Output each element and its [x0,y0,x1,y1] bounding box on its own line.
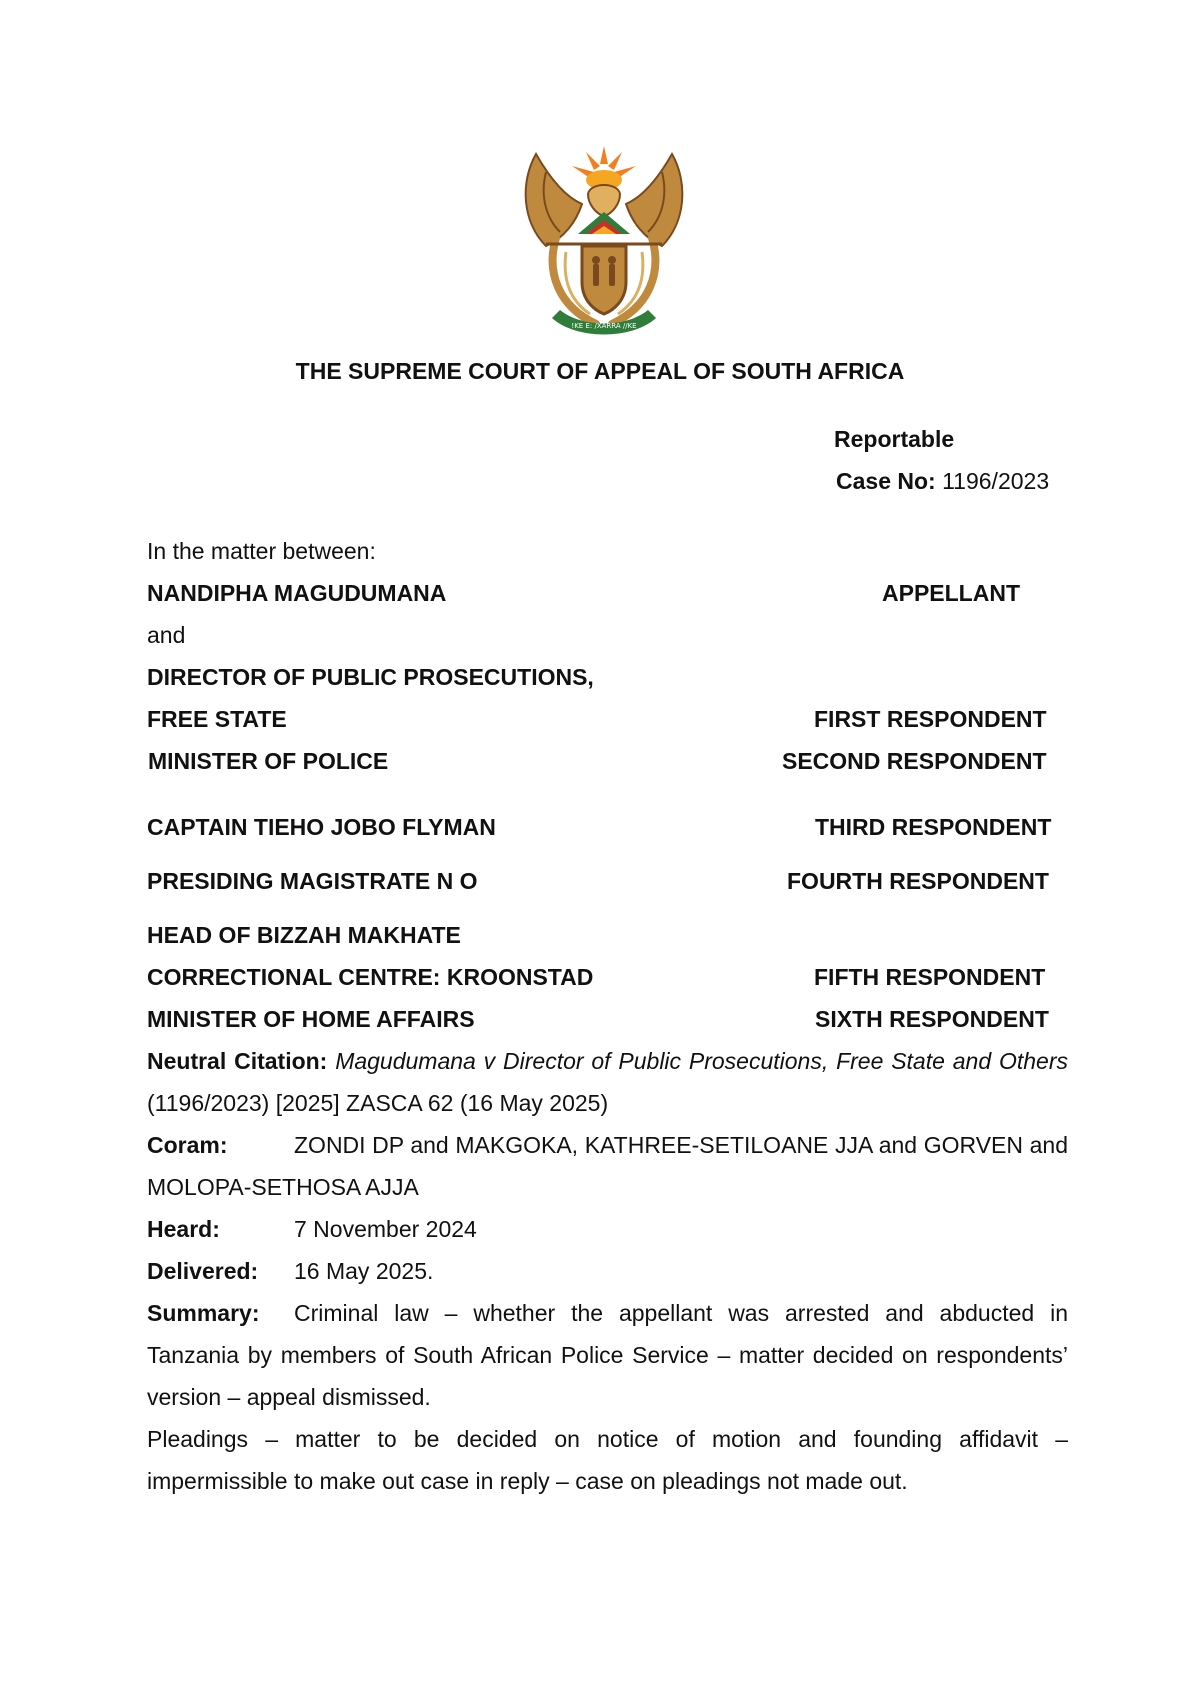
heard-label: Heard: [147,1216,220,1242]
respondent-4-role: FOURTH RESPONDENT [787,868,1049,894]
respondent-3-name: CAPTAIN TIEHO JOBO FLYMAN [147,814,496,840]
coram-judges: ZONDI DP and MAKGOKA, KATHREE-SETILOANE JJA and GORVEN [294,1132,1023,1158]
respondent-4-name: PRESIDING MAGISTRATE N O [147,868,478,894]
citation-case-name-cont: Others [998,1048,1069,1074]
neutral-citation [147,1040,1068,1124]
respondent-2-role: SECOND RESPONDENT [782,748,1047,774]
appellant-role: APPELLANT [882,580,1020,606]
respondent-1-name-line2: FREE STATE [147,706,287,732]
respondent-2-name: MINISTER OF POLICE [148,748,389,774]
rising-sun-icon [572,146,636,190]
left-wing-icon [526,154,582,246]
respondent-5-name-line1: HEAD OF BIZZAH MAKHATE [147,922,461,948]
protea-flower-icon [578,212,630,234]
motto-text: !KE E: /XARRA //KE [571,322,637,330]
heard-date: 7 November 2024 [294,1216,477,1242]
neutral-citation-label: Neutral Citation: [147,1048,328,1074]
reportable-label: Reportable [834,426,955,452]
coram-judges-cont: and MOLOPA-SETHOSA AJJA [147,1132,1068,1200]
summary [147,1292,1068,1418]
and-conjunction: and [147,622,186,648]
heard [147,1208,1068,1250]
court-title: THE SUPREME COURT OF APPEAL OF SOUTH AFRICA [295,358,905,384]
case-number [836,467,1049,495]
coat-of-arms-emblem [516,142,692,342]
delivered-label: Delivered: [147,1258,259,1284]
respondent-5-name-line2: CORRECTIONAL CENTRE: KROONSTAD [147,964,594,990]
right-wing-icon [626,154,682,246]
respondent-6-role: SIXTH RESPONDENT [815,1006,1049,1032]
respondent-1-name-line1: DIRECTOR OF PUBLIC PROSECUTIONS, [147,664,594,690]
summary-label: Summary: [147,1300,260,1326]
respondent-5-role: FIFTH RESPONDENT [814,964,1046,990]
respondent-6-name: MINISTER OF HOME AFFAIRS [147,1006,475,1032]
case-number-value: 1196/2023 [942,468,1050,494]
respondent-1-role: FIRST RESPONDENT [814,706,1047,732]
coram [147,1124,1068,1208]
respondent-3-role: THIRD RESPONDENT [815,814,1052,840]
summary-text: Criminal law – whether the appellant was arrested and abducted in Tanzania by members of South African Police Service – matter decided on respondents’ version – appeal dismissed. [147,1300,1068,1410]
delivered [147,1250,1068,1292]
citation-case-name: Magudumana v Director of Public Prosecutions, Free State and [335,1048,992,1074]
secretary-bird-icon [588,185,620,216]
citation-reference: (1196/2023) [2025] ZASCA 62 (16 May 2025) [147,1090,609,1116]
appellant-name: NANDIPHA MAGUDUMANA [147,580,447,606]
matter-intro: In the matter between: [147,538,376,564]
delivered-date: 16 May 2025. [294,1258,434,1284]
pleadings-summary: Pleadings – matter to be decided on notice of motion and founding affidavit – impermissible to make out case in reply – case on pleadings not made out. [147,1426,1068,1494]
shield-icon [582,246,626,314]
case-number-label: Case No: [836,468,936,494]
coram-label: Coram: [147,1132,228,1158]
